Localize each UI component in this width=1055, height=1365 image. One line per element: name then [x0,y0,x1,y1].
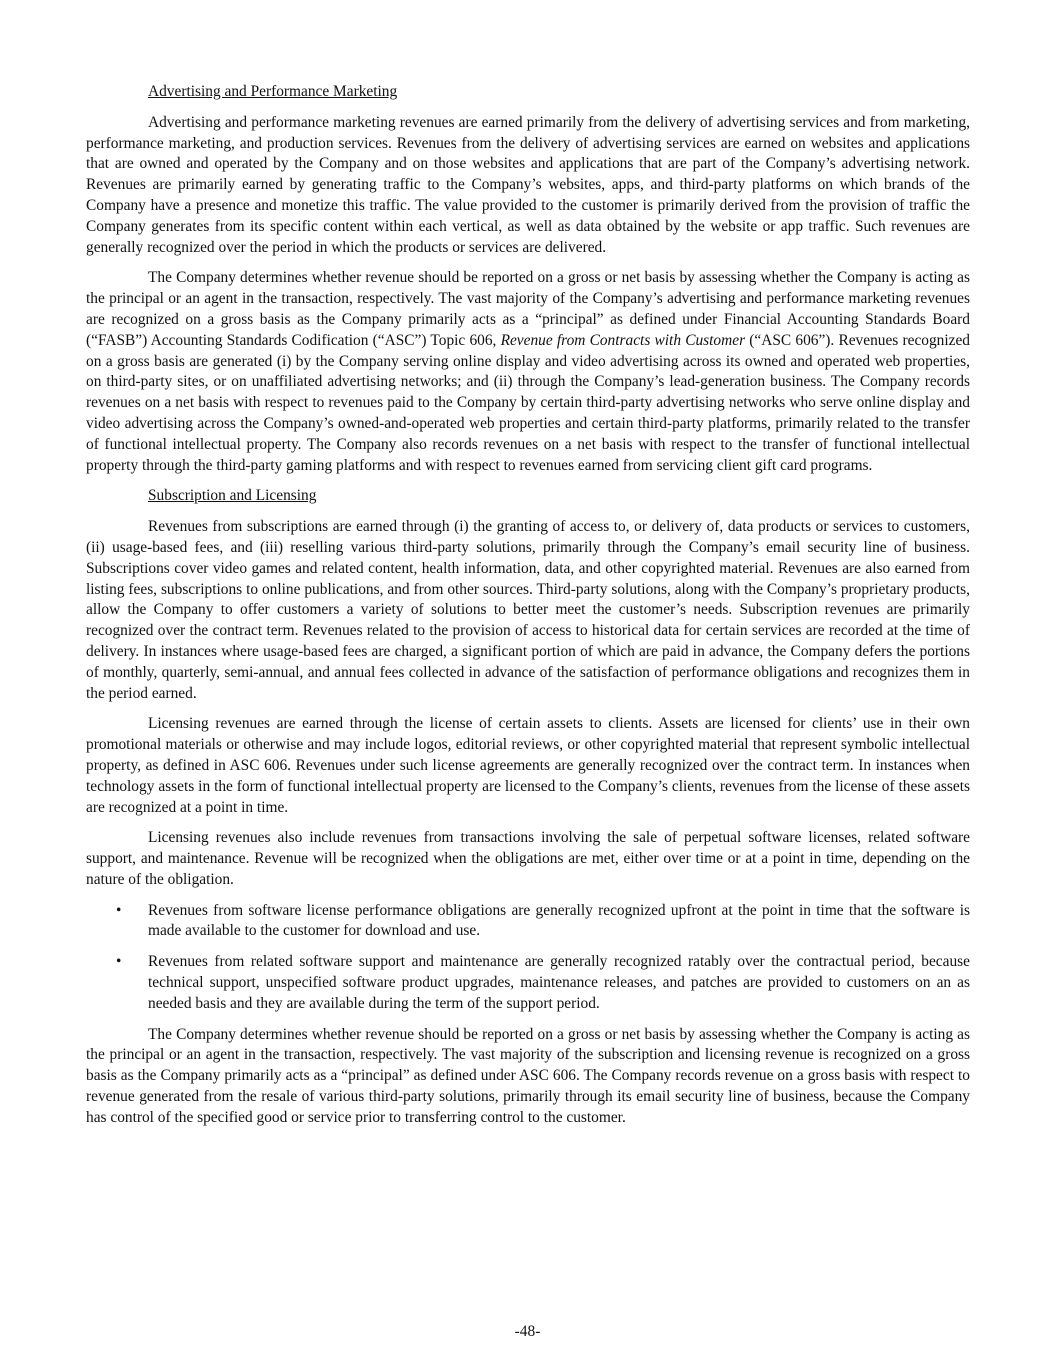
page-number: -48- [514,1323,541,1340]
paragraph-text: The Company determines whether revenue should be reported on a gross or net basis by assessing whether the Company is acting as the principal or an agent in the transaction, respectively. The vast majority of the Company’s advertising and performance marketing revenues are recognized on a gross basis as the Company primarily acts as a “principal” as defined under Financial Accounting Standards Board (“FASB”) Accounting Standards Codification (“ASC”) Topic 606, [86,269,970,349]
bullet-item [86,952,970,1014]
paragraph-subscription-overview: Revenues from subscriptions are earned through (i) the granting of access to, or delivery of, data products or services to customers, (ii) usage-based fees, and (iii) reselling various third-party solutions, primarily through the Company’s email security line of business. Subscriptions cover video games and related content, health information, data, and other copyrighted material. Revenues are also earned from listing fees, subscriptions to online publications, and from other sources. Third-party solutions, along with the Company’s proprietary products, allow the Company to offer customers a variety of solutions to better meet the customer’s needs. Subscription revenues are primarily recognized over the contract term. Revenues related to the provision of access to historical data for certain services are recorded at the time of delivery. In instances where usage-based fees are charged, a significant portion of which are paid in advance, the Company defers the portions of monthly, quarterly, semi-annual, and annual fees collected in advance of the satisfaction of performance obligations and recognizes them in the period earned. [86,518,970,702]
paragraph-licensing-overview: Licensing revenues are earned through the license of certain assets to clients. Assets are licensed for clients’ use in their own promotional materials or otherwise and may include logos, editorial reviews, or other copyrighted material that represent symbolic intellectual property, as defined in ASC 606. Revenues under such license agreements are generally recognized over the contract term. In instances when technology assets in the form of functional intellectual property are licensed to the Company’s clients, revenues from the license of these assets are recognized at a point in time. [86,715,970,816]
paragraph-advertising-overview: Advertising and performance marketing revenues are earned primarily from the delivery of advertising services and from marketing, performance marketing, and production services. Revenues from the delivery of advertising services are earned on websites and applications that are owned and operated by the Company and on those websites and applications that are part of the Company’s advertising network. Revenues are primarily earned by generating traffic to the Company’s websites, apps, and third-party platforms on which brands of the Company have a presence and monetize this traffic. The value provided to the customer is primarily derived from the provision of traffic the Company generates from its specific content within each vertical, as well as data obtained by the website or app traffic. Such revenues are generally recognized over the period in which the products or services are delivered. [86,113,970,256]
section-heading-advertising: Advertising and Performance Marketing [148,83,398,100]
paragraph-advertising-gross-net [86,268,970,476]
bullet-text: Revenues from software license performance obligations are generally recognized upfront at the point in time that the software is made available to the customer for download and use. [148,901,970,940]
paragraph-text: (“ASC 606”). Revenues recognized on a gross basis are generated (i) by the Company serving online display and video advertising across its owned and operated web properties, on third-party sites, or on unaffiliated advertising networks; and (ii) through the Company’s lead-generation business. The Company records revenues on a net basis with respect to revenues paid to the Company by certain third-party advertising networks who serve online display and video advertising across the Company’s owned-and-operated web properties and certain third-party platforms, primarily related to the transfer of functional intellectual property. The Company also records revenues on a net basis with respect to the transfer of functional intellectual property through the third-party gaming platforms and with respect to revenues earned from servicing client gift card programs. [86,331,970,474]
paragraph-subscription-gross-net: The Company determines whether revenue should be reported on a gross or net basis by assessing whether the Company is acting as the principal or an agent in the transaction, respectively. The vast majority of the subscription and licensing revenue is recognized on a gross basis as the Company primarily acts as a “principal” as defined under ASC 606. The Company records revenue on a gross basis with respect to revenue generated from the resale of various third-party solutions, primarily through its email security line of business, because the Company has control of the specified good or service prior to transferring control to the customer. [86,1025,970,1126]
bullet-text: Revenues from related software support and maintenance are generally recognized ratably over the contractual period, because technical support, unspecified software product upgrades, maintenance releases, and patches are provided to customers on an as needed basis and they are available during the term of the support period. [148,953,970,1012]
paragraph-licensing-software: Licensing revenues also include revenues from transactions involving the sale of perpetual software licenses, related software support, and maintenance. Revenue will be recognized when the obligations are met, either over time or at a point in time, depending on the nature of the obligation. [86,829,970,888]
italic-term: Revenue from Contracts with Customer [500,331,746,349]
bullet-icon: • [116,901,122,919]
document-body [86,82,970,1139]
section-heading-subscription: Subscription and Licensing [148,487,317,505]
bullet-icon: • [116,953,122,971]
bullet-item [86,901,970,943]
